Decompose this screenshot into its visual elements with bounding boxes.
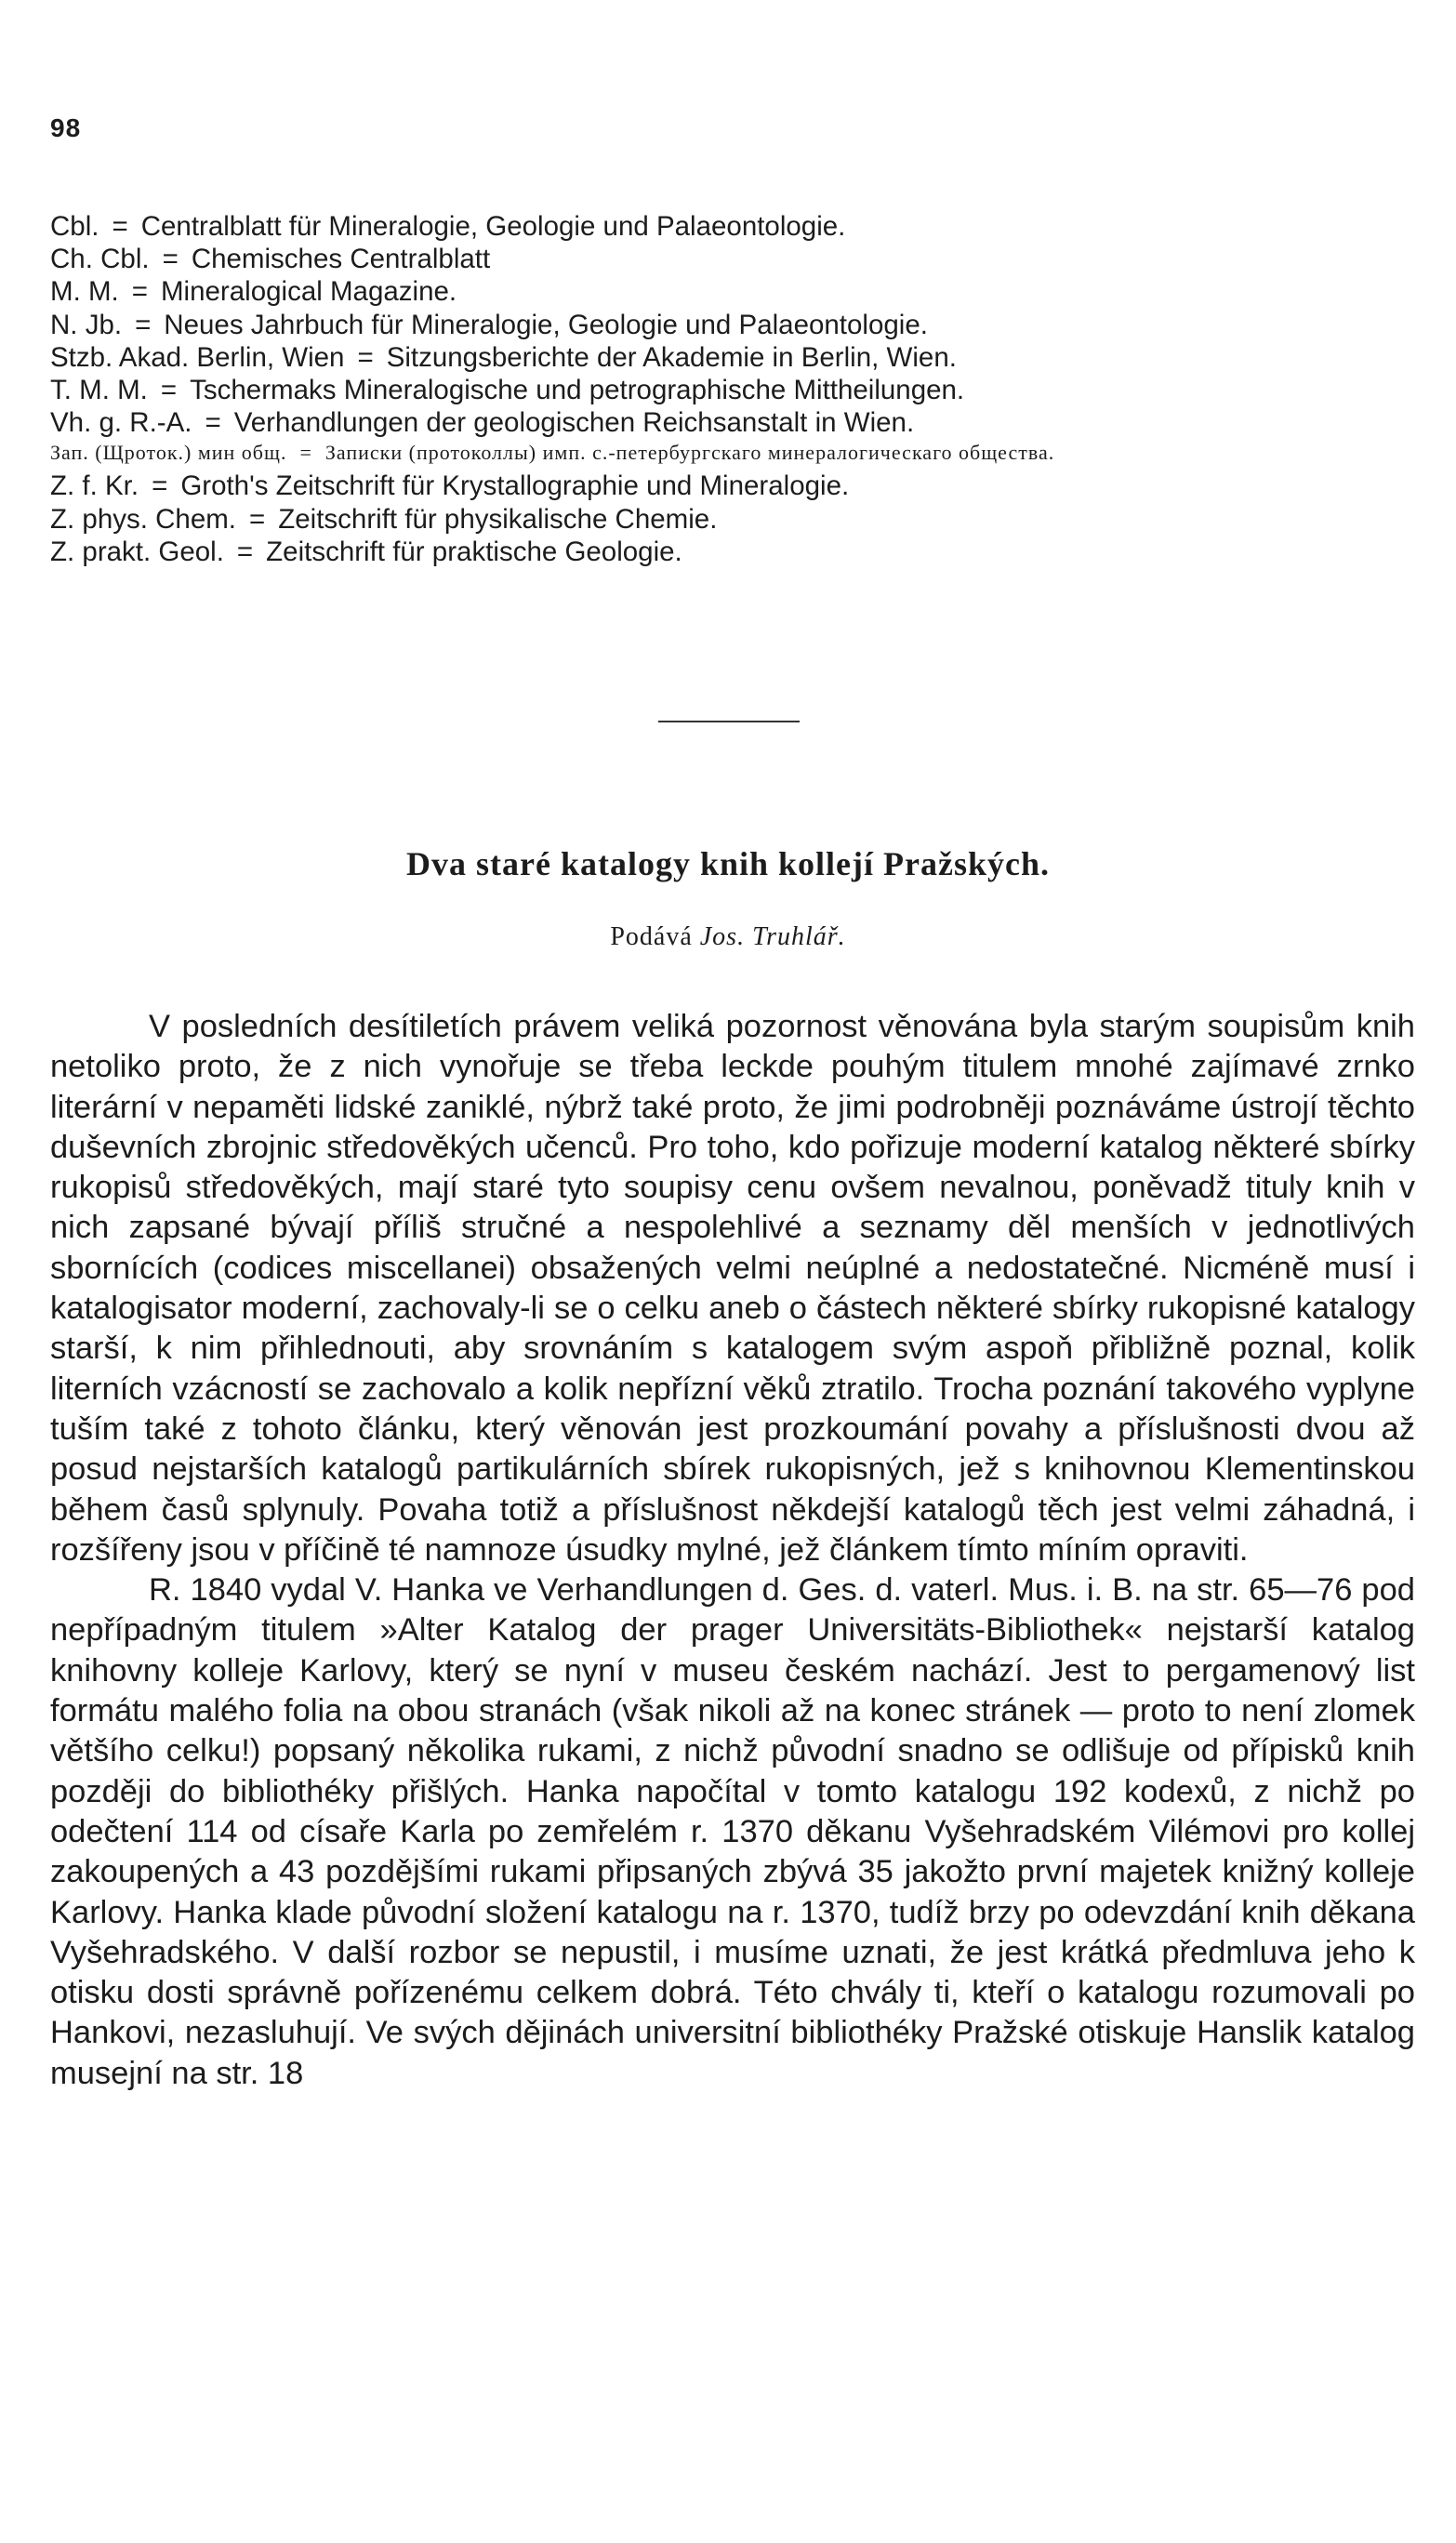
abbreviation-entry [50, 439, 1426, 466]
abbreviation-expansion: Sitzungsberichte der Akademie in Berlin, Wien. [386, 341, 957, 373]
abbreviation-expansion: Tschermaks Mineralogische und petrographische Mittheilungen. [190, 374, 965, 405]
equals-sign: = [160, 374, 178, 405]
abbreviation-expansion: Groth's Zeitschrift für Krystallographie und Mineralogie. [180, 470, 850, 502]
abbreviation: Зап. (Щроток.) мин общ. [50, 441, 287, 465]
article-title: Dva staré katalogy knih kollejí Pražských. [405, 845, 1050, 882]
abbreviation-entry [50, 275, 1426, 308]
equals-sign: = [135, 309, 152, 340]
abbreviation: Vh. g. R.-A. [50, 407, 192, 439]
abbreviation-expansion: Zeitschrift für praktische Geologie. [266, 536, 682, 567]
abbreviation: Stzb. Akad. Berlin, Wien [50, 341, 345, 373]
paragraph: V posledních desítiletích právem veliká pozornost věnována byla starým soupisům knih netoliko proto, že z nich vynořuje se třeba leckde pouhým titulem mnohé zajímavé zrnko literární v nepaměti lidské zaniklé, nýbrž také proto, že jimi podrobněji poznáváme ústrojí těchto duševních zbrojnic středověkých učenců. Pro toho, kdo pořizuje moderní katalog některé sbírky rukopisů středověkých, mají staré tyto soupisy cenu ovšem nevalnou, poněvadž tituly knih v nich zapsané bývají příliš stručné a nespolehlivé a seznamy děl menších v jednotlivých sbornících (codices miscellanei) obsažených velmi neúplné a nedostatečné. Nicméně musí i katalogisator moderní, zachovaly-li se o celku aneb o částech některé sbírky rukopisné katalogy starší, k nim přihlednouti, aby srovnáním s katalogem svým aspoň přibližně poznal, kolik literních vzácností se zachovalo a kolik nepřízní věků ztratilo. Trocha poznání takového vyplyne tuším také z tohoto článku, který věnován jest prozkoumání povahy a příslušnosti dvou až posud nejstarších katalogů partikulárních sbírek rukopisných, jež s knihovnou Klementinskou během časů splynuly. Povaha totiž a příslušnost někdejší katalogů těch jest velmi záhadná, i rozšířeny jsou v příčině té namnoze úsudky mylné, jež článkem tímto míním opraviti. [50, 1009, 1415, 1568]
equals-sign: = [236, 536, 254, 567]
abbreviation: Z. prakt. Geol. [50, 536, 224, 567]
equals-sign: = [152, 470, 168, 502]
abbreviation-list [50, 210, 1426, 568]
section-divider [658, 721, 800, 722]
abbreviation: T. M. M. [50, 374, 148, 405]
equals-sign: = [112, 211, 128, 242]
abbreviation: Ch. Cbl. [50, 244, 150, 275]
abbreviation-entry [50, 406, 1426, 439]
abbreviation-entry [50, 309, 1426, 341]
abbreviation-entry [50, 210, 1426, 243]
abbreviation-expansion: Mineralogical Magazine. [160, 276, 457, 308]
abbreviation: Z. phys. Chem. [50, 503, 237, 535]
abbreviation-entry [50, 243, 1426, 275]
page-number: 98 [50, 113, 82, 142]
abbreviation-expansion: Neues Jahrbuch für Mineralogie, Geologie und Palaeontologie. [164, 309, 928, 340]
equals-sign: = [357, 341, 374, 373]
byline-prefix: Podává [610, 922, 693, 951]
abbreviation-expansion: Zeitschrift für physikalische Chemie. [278, 503, 718, 535]
equals-sign: = [162, 244, 179, 275]
abbreviation-expansion: Centralblatt für Mineralogie, Geologie und Palaeontologie. [140, 211, 846, 242]
equals-sign: = [131, 276, 148, 308]
abbreviation: Cbl. [50, 211, 99, 242]
abbreviation: M. M. [50, 276, 119, 308]
abbreviation-expansion: Chemisches Centralblatt [191, 244, 491, 275]
abbreviation-expansion: Записки (протоколлы) имп. с.-петербургскаго минералогическаго общества. [324, 441, 1055, 465]
byline [0, 922, 1456, 952]
abbreviation: Z. f. Kr. [50, 470, 139, 502]
abbreviation-entry [50, 470, 1426, 502]
abbreviation-entry [50, 374, 1426, 406]
abbreviation-expansion: Verhandlungen der geologischen Reichsanstalt in Wien. [233, 407, 915, 439]
author-name: Jos. Truhlář. [699, 922, 846, 951]
abbreviation-entry [50, 341, 1426, 374]
article-body [50, 1007, 1415, 2094]
abbreviation-entry [50, 503, 1426, 536]
equals-sign: = [299, 441, 312, 465]
equals-sign: = [205, 407, 221, 439]
equals-sign: = [249, 503, 266, 535]
abbreviation: N. Jb. [50, 309, 123, 340]
abbreviation-entry [50, 536, 1426, 568]
paragraph: R. 1840 vydal V. Hanka ve Verhandlungen d. Ges. d. vaterl. Mus. i. B. na str. 65—76 pod nepřípadným titulem »Alter Katalog der prager Universitäts-Bibliothek« nejstarší katalog knihovny kolleje Karlovy, který se nyní v museu českém nachází. Jest to pergamenový list formátu malého folia na obou stranách (však nikoli až na konec stránek — proto to není zlomek většího celku!) popsaný několika rukami, z nichž původní snadno se odlišuje od přípisků knih později do bibliothéky přišlých. Hanka napočítal v tomto katalogu 192 kodexů, z nichž po odečtení 114 od císaře Karla po zemřelém r. 1370 děkanu Vyšehradském Vilémovi pro kollej zakoupených a 43 pozdějšími rukami připsaných zbývá 35 jakožto první majetek knižný kolleje Karlovy. Hanka klade původní složení katalogu na r. 1370, tudíž brzy po odevzdání knih děkana Vyšehradského. V další rozbor se nepustil, i musíme uznati, že jest krátká předmluva jeho k otisku dosti správně pořízenému celkem dobrá. Této chvály ti, kteří o katalogu rozumovali po Hankovi, nezasluhují. Ve svých dějinách universitní bibliothéky Pražské otiskuje Hanslik katalog musejní na str. 18 [50, 1572, 1415, 2091]
